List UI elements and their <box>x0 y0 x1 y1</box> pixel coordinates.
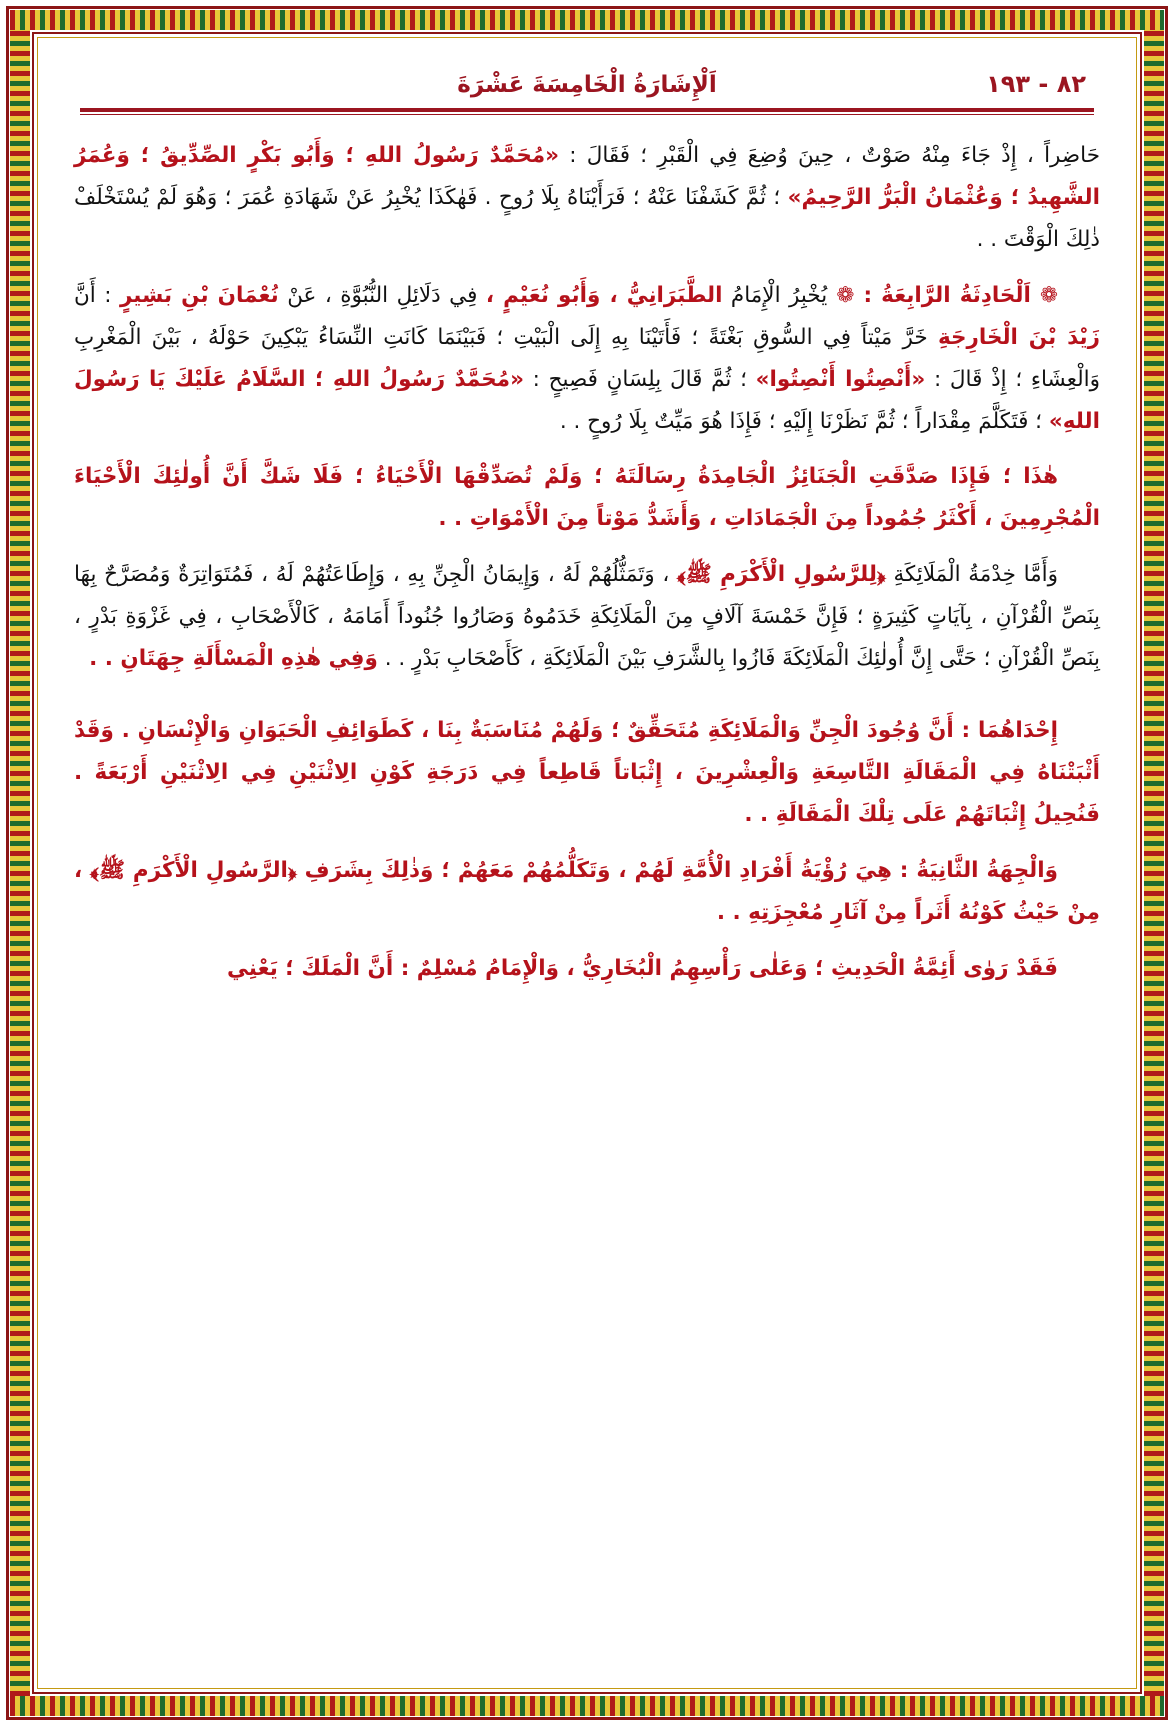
text-run: وَفِي هٰذِهِ الْمَسْأَلَةِ جِهَتَانِ . . <box>89 646 378 672</box>
text-run: ؛ فَتَكَلَّمَ مِقْدَاراً ؛ ثُمَّ نَظَرْنَا إِلَيْهِ ؛ فَإِذَا هُوَ مَيِّتٌ بِلَا رُوحٍ . . <box>559 408 1049 434</box>
text-run: ﴿لِلرَّسُولِ الْأَكْرَمِ ﷺ﴾ <box>676 562 886 588</box>
text-run: «أَنْصِتُوا أَنْصِتُوا» <box>755 366 926 392</box>
text-run: ، وَتَمَثُّلُهُمْ لَهُ ، وَإِيمَانُ الْجِنِّ بِهِ ، وَإِطَاعَتُهُمْ لَهُ ، فَمُتَوَاتِرَةٌ وَمُصَرَّحٌ بِهَا بِنَصِّ الْقُرْآنِ ، بِآيَاتٍ كَثِيرَةٍ ؛ فَإِنَّ خَمْسَةَ آلَافٍ مِنَ الْمَلَائِكَةِ خَدَمُوهُ وَصَارُوا جُنُوداً أَمَامَهُ ، كَالْأَصْحَابِ ، فِي غَزْوَةِ بَدْرٍ ، بِنَصِّ الْقُرْآنِ ؛ حَتَّى إِنَّ أُولٰئِكَ الْمَلَائِكَةَ فَازُوا بِالشَّرَفِ بَيْنَ الْمَلَائِكَةِ ، كَأَصْحَابِ بَدْرٍ . . <box>74 562 1100 672</box>
text-run: ؛ ثُمَّ قَالَ بِلِسَانٍ فَصِيحٍ : <box>523 366 756 392</box>
text-run: وَأَمَّا خِدْمَةُ الْمَلَائِكَةِ <box>885 562 1058 588</box>
text-run: ؛ ثُمَّ كَشَفْنَا عَنْهُ ؛ فَرَأَيْنَاهُ بِلَا رُوحٍ . فَهٰكَذَا يُخْبِرُ عَنْ شَهَادَةِ عُمَرَ ؛ وَهُوَ لَمْ يُسْتَخْلَفْ ذٰلِكَ الْوَقْتَ . . <box>74 184 1100 252</box>
text-run: نُعْمَانَ بْنِ بَشِيرٍ <box>119 282 279 308</box>
text-run: فَقَدْ رَوٰى أَئِمَّةُ الْحَدِيثِ ؛ وَعَلٰى رَأْسِهِمُ الْبُخَارِيُّ ، وَالْإِمَامُ مُسْلِمٌ : أَنَّ الْمَلَكَ ؛ يَعْنِي <box>227 955 1058 981</box>
page-content <box>52 52 1122 1678</box>
text-run: «مُحَمَّدٌ رَسُولُ اللهِ ؛ وَأَبُو بَكْرٍ الصِّدِّيقُ ؛ وَعُمَرُ الشَّهِيدُ ؛ وَعُثْمَانُ الْبَرُّ الرَّحِيمُ» <box>74 143 1100 210</box>
paragraph-p7 <box>74 948 1100 990</box>
paragraph-p2 <box>74 275 1100 443</box>
text-run: ❁ اَلْحَادِثَةُ الرَّابِعَةُ : ❁ <box>827 282 1058 308</box>
paragraph-p4 <box>74 554 1100 680</box>
text-run: يُخْبِرُ الْإِمَامُ <box>722 282 828 308</box>
page-title: اَلْإِشَارَةُ الْخَامِسَةَ عَشْرَةَ <box>457 72 717 98</box>
header-divider <box>80 108 1094 112</box>
text-run: حَاضِراً ، إِذْ جَاءَ مِنْهُ صَوْتٌ ، حِينَ وُضِعَ فِي الْقَبْرِ ؛ فَقَالَ : <box>559 143 1101 168</box>
body-text <box>74 135 1100 990</box>
paragraph-p1 <box>74 135 1100 261</box>
text-run: إِحْدَاهُمَا : أَنَّ وُجُودَ الْجِنِّ وَالْمَلَائِكَةِ مُتَحَقِّقٌ ؛ وَلَهُمْ مُنَاسَبَةٌ بِنَا ، كَطَوَائِفِ الْحَيَوَانِ وَالْإِنْسَانِ . وَقَدْ أَثْبَتْنَاهُ فِي الْمَقَالَةِ التَّاسِعَةِ وَالْعِشْرِينَ ، إِثْبَاتاً قَاطِعاً فِي دَرَجَةِ كَوْنِ الِاثْنَيْنِ فِي الِاثْنَيْنِ أَرْبَعَةً . فَنُحِيلُ إِثْبَاتَهُمْ عَلَى تِلْكَ الْمَقَالَةِ . . <box>74 718 1100 827</box>
text-run: خَرَّ مَيْتاً فِي السُّوقِ بَغْتَةً ؛ فَأَتَيْنَا بِهِ إِلَى الْبَيْتِ ؛ فَبَيْنَمَا كَانَتِ النِّسَاءُ يَبْكِينَ حَوْلَهُ ، بَيْنَ الْمَغْرِبِ وَالْعِشَاءِ ؛ إِذْ قَالَ : <box>74 324 1100 392</box>
paragraph-p5 <box>74 710 1100 836</box>
text-run: وَالْجِهَةُ الثَّانِيَةُ : هِيَ رُؤْيَةُ أَفْرَادِ الْأُمَّةِ لَهُمْ ، وَتَكَلُّمُهُمْ مَعَهُمْ ؛ وَذٰلِكَ بِشَرَفِ ﴿الرَّسُولِ الْأَكْرَمِ ﷺ﴾ ، مِنْ حَيْثُ كَوْنُهُ أَثَراً مِنْ آثَارِ مُعْجِزَتِهِ . . <box>74 857 1100 925</box>
text-run: «مُحَمَّدٌ رَسُولُ اللهِ ؛ السَّلَامُ عَلَيْكَ يَا رَسُولَ اللهِ» <box>74 366 1100 434</box>
text-run: الطَّبَرَانِيُّ ، وَأَبُو نُعَيْمٍ ، <box>485 282 723 308</box>
text-run: زَيْدَ بْنَ الْخَارِجَةِ <box>937 324 1100 350</box>
text-run: فِي دَلَائِلِ النُّبُوَّةِ ، عَنْ <box>278 282 486 308</box>
text-run: هٰذَا ؛ فَإِذَا صَدَّقَتِ الْجَنَائِزُ الْجَامِدَةُ رِسَالَتَهُ ؛ وَلَمْ تُصَدِّقْهَا الْأَحْيَاءُ ؛ فَلَا شَكَّ أَنَّ أُولٰئِكَ الْأَحْيَاءَ الْمُجْرِمِينَ ، أَكْثَرُ جُمُوداً مِنَ الْجَمَادَاتِ ، وَأَشَدُّ مَوْتاً مِنَ الْأَمْوَاتِ . . <box>74 464 1100 532</box>
paragraph-gap <box>74 694 1100 710</box>
paragraph-p3 <box>74 456 1100 540</box>
page-number: ٨٢ - ١٩٣ <box>986 70 1086 98</box>
header-divider-thin <box>80 114 1094 115</box>
page-header <box>74 62 1100 98</box>
paragraph-p6 <box>74 850 1100 934</box>
text-run: : أَنَّ <box>74 282 120 308</box>
